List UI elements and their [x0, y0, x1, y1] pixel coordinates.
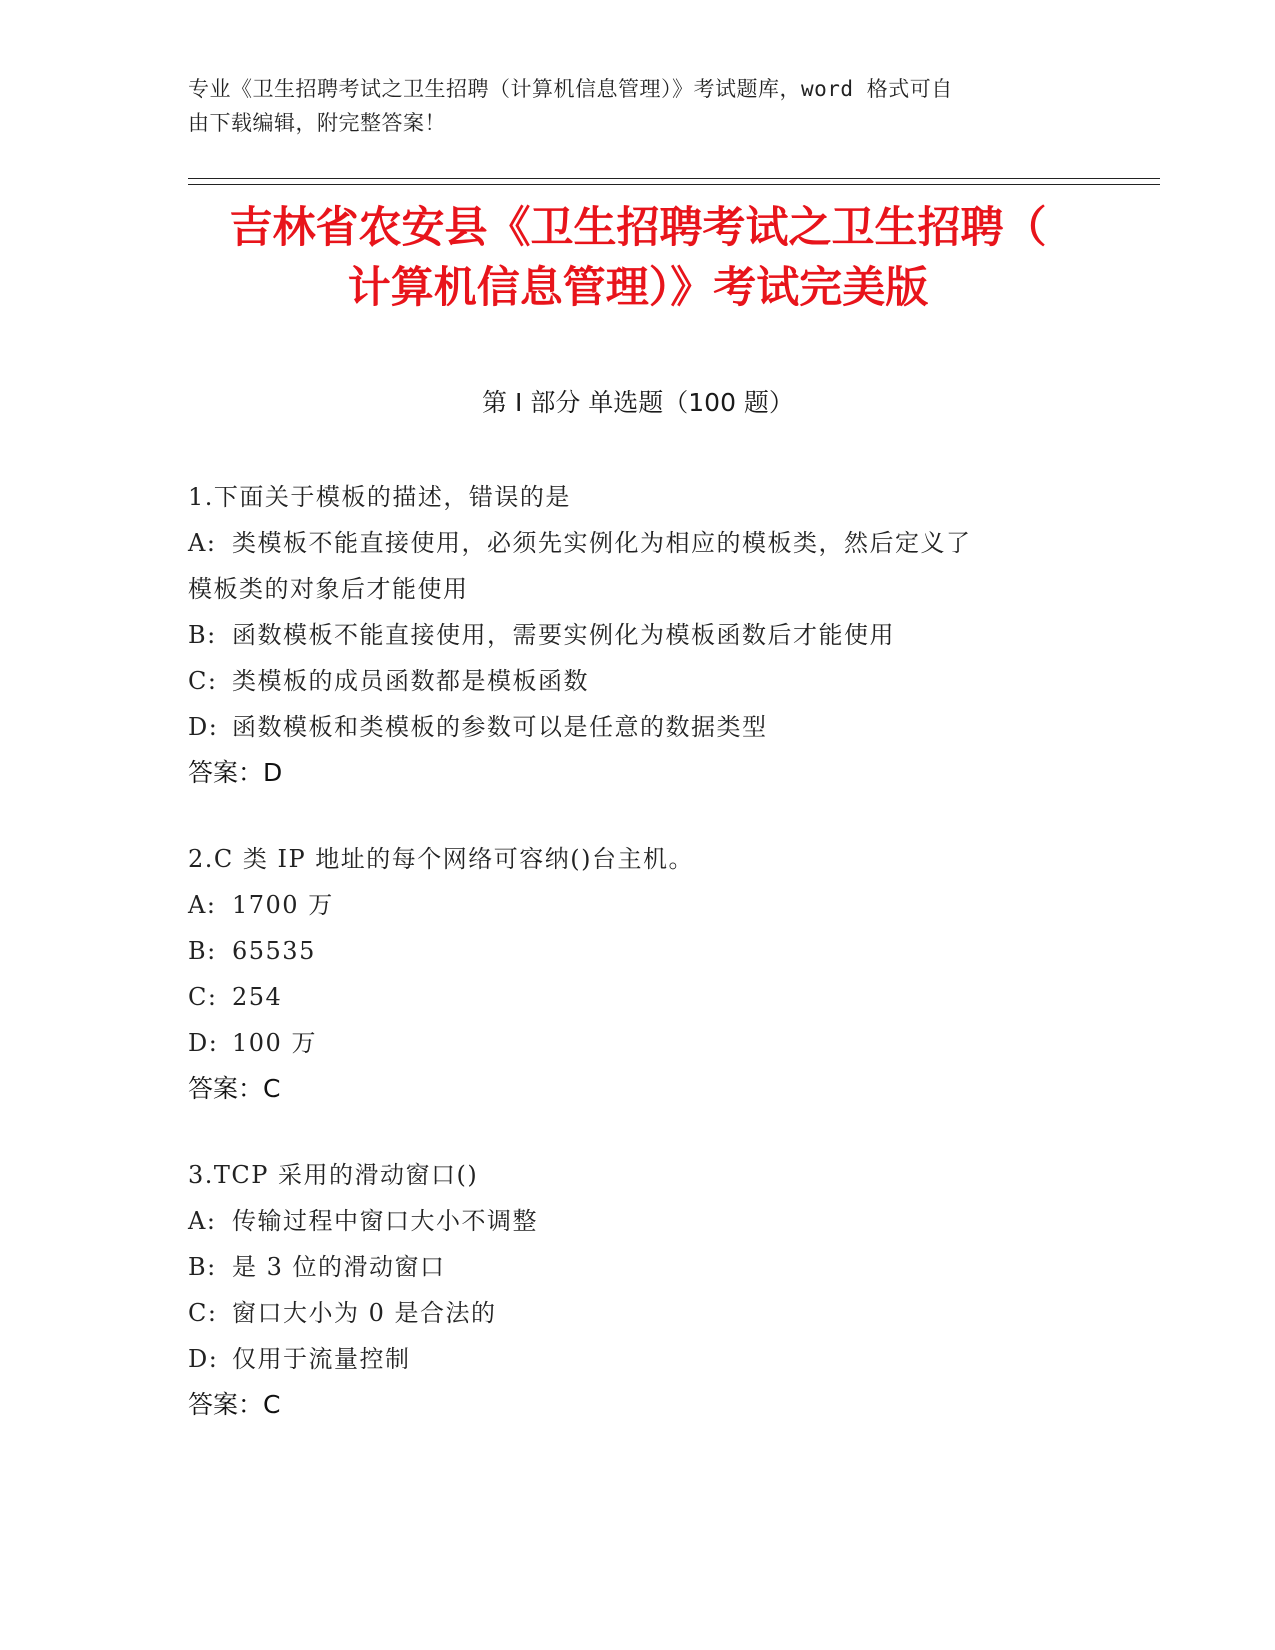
option-d — [188, 1336, 1088, 1382]
option-b — [188, 1244, 1088, 1290]
option-label: A: — [188, 529, 217, 557]
header-note-line-2: 由下载编辑，附完整答案！ — [188, 111, 446, 135]
option-a — [188, 520, 1088, 566]
option-label: C: — [188, 1299, 218, 1327]
question-list — [188, 474, 1088, 1468]
option-text: 仅用于流量控制 — [232, 1345, 411, 1373]
header-divider-top — [188, 178, 1160, 179]
option-d — [188, 1020, 1088, 1066]
question-3 — [188, 1152, 1088, 1428]
header-note-line-1: 专业《卫生招聘考试之卫生招聘（计算机信息管理）》考试题库，word 格式可自 — [188, 77, 953, 101]
option-label: B: — [188, 937, 217, 965]
option-text: 是 3 位的滑动窗口 — [232, 1253, 446, 1281]
option-text: 函数模板不能直接使用，需要实例化为模板函数后才能使用 — [232, 621, 895, 649]
option-b — [188, 928, 1088, 974]
document-title — [188, 198, 1088, 318]
answer: 答案：C — [188, 1390, 281, 1419]
option-label: A: — [188, 1207, 217, 1235]
option-c — [188, 974, 1088, 1020]
option-label: C: — [188, 667, 218, 695]
option-label: C: — [188, 983, 218, 1011]
answer: 答案：D — [188, 758, 283, 787]
option-b — [188, 612, 1088, 658]
option-text: 类模板不能直接使用，必须先实例化为相应的模板类，然后定义了 — [232, 529, 972, 557]
option-label: D: — [188, 1345, 219, 1373]
option-text: 传输过程中窗口大小不调整 — [232, 1207, 538, 1235]
option-text: 窗口大小为 0 是合法的 — [232, 1299, 497, 1327]
question-stem: 1.下面关于模板的描述，错误的是 — [188, 483, 571, 511]
answer: 答案：C — [188, 1074, 281, 1103]
option-a — [188, 1198, 1088, 1244]
option-text: 1700 万 — [232, 891, 334, 919]
option-a-continuation: 模板类的对象后才能使用 — [188, 575, 469, 603]
header-divider-bottom — [188, 184, 1160, 185]
option-text: 65535 — [232, 937, 316, 965]
question-stem: 2.C 类 IP 地址的每个网络可容纳()台主机。 — [188, 845, 695, 873]
document-title-line-2: 计算机信息管理）》考试完美版 — [347, 263, 929, 313]
option-label: A: — [188, 891, 217, 919]
question-1 — [188, 474, 1088, 796]
section-heading: 第 I 部分 单选题（100 题） — [482, 388, 794, 417]
option-c — [188, 658, 1088, 704]
option-text: 254 — [232, 983, 283, 1011]
option-label: D: — [188, 1029, 219, 1057]
question-2 — [188, 836, 1088, 1112]
question-stem: 3.TCP 采用的滑动窗口() — [188, 1161, 479, 1189]
option-text: 100 万 — [232, 1029, 317, 1057]
option-d — [188, 704, 1088, 750]
option-a — [188, 882, 1088, 928]
option-label: B: — [188, 1253, 217, 1281]
option-text: 函数模板和类模板的参数可以是任意的数据类型 — [232, 713, 768, 741]
option-text: 类模板的成员函数都是模板函数 — [232, 667, 589, 695]
document-title-line-1: 吉林省农安县《卫生招聘考试之卫生招聘（ — [229, 203, 1047, 253]
option-label: D: — [188, 713, 219, 741]
header-note — [188, 72, 1088, 140]
option-label: B: — [188, 621, 217, 649]
option-c — [188, 1290, 1088, 1336]
